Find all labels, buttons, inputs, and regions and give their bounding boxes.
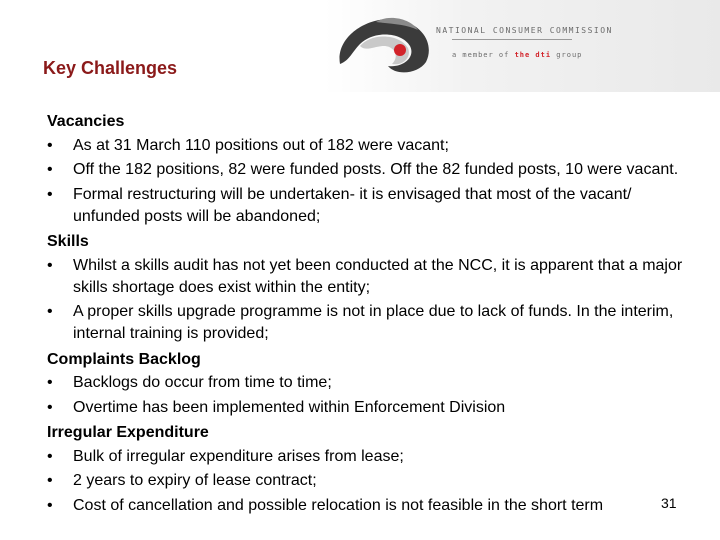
bullet-item-clipped: • Cost of cancellation and possible relocation is not feasible in the short term [47, 495, 687, 505]
tagline-suffix: group [551, 51, 583, 59]
section-heading-irregular-expenditure: Irregular Expenditure [47, 424, 209, 441]
bullet-item: • 2 years to expiry of lease contract; [47, 470, 687, 492]
slide-title: Key Challenges [43, 58, 178, 78]
slide-body [47, 110, 687, 514]
swirl-logo-icon [330, 6, 440, 78]
tagline-prefix: a member of [452, 51, 515, 59]
header-divider [452, 39, 572, 40]
bullet-item: • Formal restructuring will be undertaken- it is envisaged that most of the vacant/ unfunded posts will be abandoned; [47, 184, 687, 228]
bullet-item: • Off the 182 positions, 82 were funded posts. Off the 82 funded posts, 10 were vacant. [47, 159, 687, 181]
section-heading-skills: Skills [47, 233, 89, 250]
bullet-item: • As at 31 March 110 positions out of 182 were vacant; [47, 135, 687, 157]
tagline-accent: the dti [514, 51, 552, 59]
section-heading-complaints-backlog: Complaints Backlog [47, 350, 201, 368]
page-number: 31 [661, 495, 677, 511]
bullet-item: • Whilst a skills audit has not yet been conducted at the NCC, it is apparent that a major skills shortage does exist within the entity; [47, 255, 687, 299]
organisation-tagline [452, 51, 582, 59]
bullet-item: • A proper skills upgrade programme is not in place due to lack of funds. In the interim, internal training is provided; [47, 301, 687, 345]
bullet-item: • Overtime has been implemented within Enforcement Division [47, 397, 687, 419]
section-heading-vacancies: Vacancies [47, 113, 125, 130]
bullet-item: • Bulk of irregular expenditure arises from lease; [47, 446, 687, 468]
organisation-name: NATIONAL CONSUMER COMMISSION [436, 26, 613, 35]
bullet-item: • Backlogs do occur from time to time; [47, 372, 687, 394]
